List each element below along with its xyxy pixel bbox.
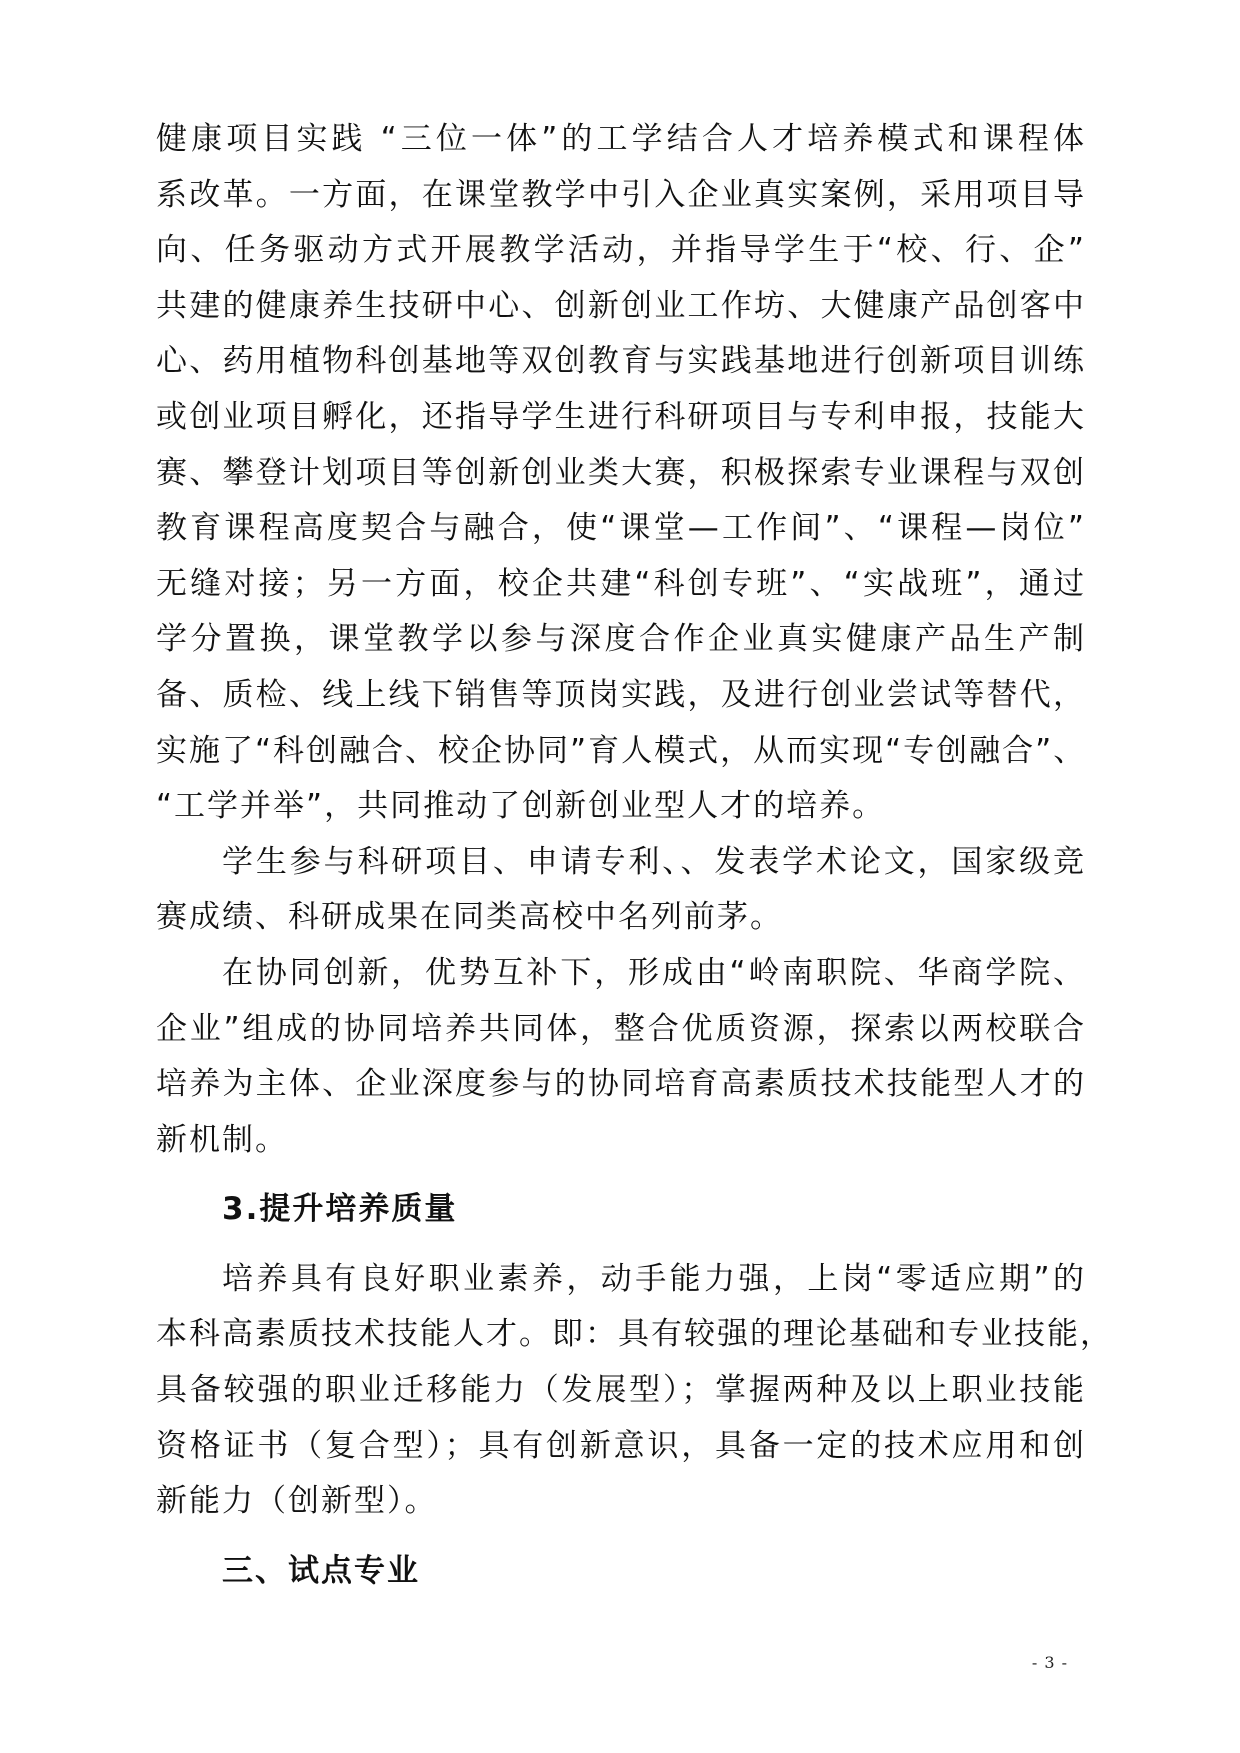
text-line: 企业”组成的协同培养共同体，整合优质资源，探索以两校联合: [156, 1010, 1086, 1047]
text-line: 无缝对接；另一方面，校企共建“科创专班”、“实战班”，通过: [156, 565, 1086, 602]
text-line: 培养具有良好职业素养，动手能力强，上岗“零适应期”的: [222, 1260, 1086, 1297]
text-line: 或创业项目孵化，还指导学生进行科研项目与专利申报，技能大: [156, 398, 1086, 435]
page-number: - 3 -: [1031, 1653, 1068, 1672]
text-line: 向、任务驱动方式开展教学活动，并指导学生于“校、行、企”: [156, 232, 1086, 269]
text-line: 共建的健康养生技研中心、创新创业工作坊、大健康产品创客中: [156, 287, 1086, 324]
text-line: 资格证书（复合型）；具有创新意识，具备一定的技术应用和创: [156, 1427, 1086, 1464]
text-line: 系改革。一方面，在课堂教学中引入企业真实案例，采用项目导: [156, 176, 1086, 213]
text-line: 赛、攀登计划项目等创新创业类大赛，积极探索专业课程与双创: [156, 454, 1086, 491]
text-line: 在协同创新，优势互补下，形成由“岭南职院、华商学院、: [222, 954, 1086, 991]
text-line: 具备较强的职业迁移能力（发展型）；掌握两种及以上职业技能: [156, 1372, 1086, 1409]
text-line: 备、质检、线上线下销售等顶岗实践，及进行创业尝试等替代，: [156, 676, 1086, 713]
text-line: 教育课程高度契合与融合，使“课堂—工作间”、“课程—岗位”: [156, 510, 1086, 547]
text-line: 心、药用植物科创基地等双创教育与实践基地进行创新项目训练: [156, 343, 1086, 380]
text-line: 本科高素质技术技能人才。即：具有较强的理论基础和专业技能，: [156, 1316, 1113, 1353]
spacer: [156, 1238, 1086, 1252]
spacer: [156, 1168, 1086, 1182]
text-line: 健康项目实践 “三位一体”的工学结合人才培养模式和课程体: [156, 121, 1086, 157]
paragraph-student-research: [156, 835, 1086, 946]
text-line: 学分置换，课堂教学以参与深度合作企业真实健康产品生产制: [156, 621, 1086, 658]
text-line: 赛成绩、科研成果在同类高校中名列前茅。: [156, 899, 783, 936]
text-line: “工学并举”，共同推动了创新创业型人才的培养。: [156, 788, 886, 825]
text-line: 新机制。: [156, 1121, 288, 1158]
paragraph-collaboration: [156, 946, 1086, 1168]
spacer: [156, 1530, 1086, 1544]
section-heading: 三、试点专业: [222, 1552, 420, 1589]
text-line: 培养为主体、企业深度参与的协同培育高素质技术技能型人才的: [156, 1066, 1086, 1103]
text-line: 学生参与科研项目、申请专利、、发表学术论文，国家级竞: [222, 843, 1086, 880]
document-body: [156, 112, 1113, 1599]
text-line: 新能力（创新型）。: [156, 1483, 438, 1520]
text-line: 实施了“科创融合、校企协同”育人模式，从而实现“专创融合”、: [156, 732, 1087, 769]
paragraph-training-model: [156, 112, 1086, 835]
paragraph-training-quality: [156, 1252, 1113, 1530]
subsection-heading: 3.提升培养质量: [222, 1191, 458, 1228]
